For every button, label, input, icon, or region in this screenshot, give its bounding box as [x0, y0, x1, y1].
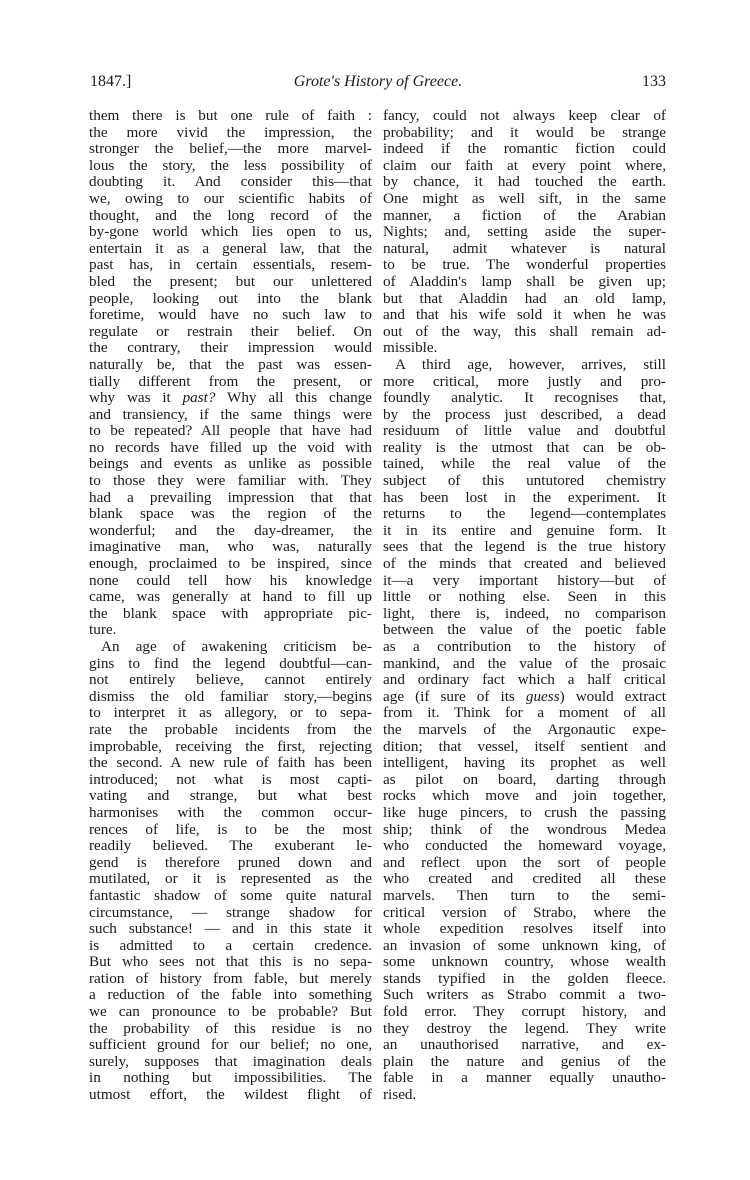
text-line	[383, 888, 666, 905]
line-text: the contrary, their impression would	[89, 339, 372, 357]
text-line	[383, 257, 666, 274]
text-line	[383, 158, 666, 175]
line-text: to be repeated? All people that have had	[89, 422, 372, 440]
text-line	[383, 1087, 666, 1104]
line-text: mankind, and the value of the prosaic	[383, 654, 666, 672]
line-text: we, owing to our scientific habits of	[89, 189, 372, 207]
line-text: Such writers as Strabo commit a two-	[383, 986, 666, 1004]
text-line	[89, 755, 372, 772]
line-text: like huge pincers, to crush the passing	[383, 803, 666, 821]
line-text: regulate or restrain their belief. On	[89, 322, 372, 340]
line-text: naturally be, that the past was essen-	[89, 355, 372, 373]
text-line	[89, 241, 372, 258]
text-line	[383, 772, 666, 789]
text-line	[383, 523, 666, 540]
text-line	[383, 407, 666, 424]
text-line	[383, 805, 666, 822]
line-text: manner, a fiction of the Arabian	[383, 206, 666, 224]
line-text: improbable, receiving the first, rejecting	[89, 737, 372, 755]
text-line	[383, 456, 666, 473]
italic-text: guess	[525, 687, 560, 705]
line-text: vating and strange, but what best	[89, 787, 372, 805]
text-line	[89, 622, 372, 639]
text-line	[89, 141, 372, 158]
line-text: residuum of little value and doubtful	[383, 422, 666, 440]
text-line	[89, 971, 372, 988]
line-text: a reduction of the fable into something	[89, 986, 372, 1004]
text-line	[89, 805, 372, 822]
text-line	[383, 573, 666, 590]
text-line	[383, 224, 666, 241]
line-text: A third age, however, arrives, still	[395, 355, 666, 373]
line-text: beings and events as unlike as possible	[89, 455, 372, 473]
line-text: returns to the legend—contemplates	[383, 505, 666, 523]
line-text: rences of life, is to be the most	[89, 820, 372, 838]
line-text: them there is but one rule of faith :	[89, 107, 372, 124]
line-text: who conducted the homeward voyage,	[383, 837, 666, 855]
line-text: bled the present; but our unlettered	[89, 272, 372, 290]
line-text: subject of this untutored chemistry	[383, 472, 666, 490]
line-text: it—a very important history—but of	[383, 571, 666, 589]
text-line	[89, 174, 372, 191]
line-text: an unauthorised narrative, and ex-	[383, 1036, 666, 1054]
line-text: dismiss the old familiar story,—begins	[89, 687, 372, 705]
line-text: plain the nature and genius of the	[383, 1052, 666, 1070]
text-line	[383, 705, 666, 722]
text-line	[383, 307, 666, 324]
text-line	[89, 357, 372, 374]
line-text: thought, and the long record of the	[89, 206, 372, 224]
line-text: introduced; not what is most capti-	[89, 770, 372, 788]
line-text: stands typified in the golden fleece.	[383, 969, 666, 987]
line-text: gend is therefore pruned down and	[89, 853, 372, 871]
text-line	[383, 739, 666, 756]
line-text: some unknown country, whose wealth	[383, 953, 666, 971]
text-line	[89, 672, 372, 689]
line-text: whole expedition resolves itself into	[383, 920, 666, 938]
line-text: the more vivid the impression, the	[89, 123, 372, 141]
text-line	[383, 622, 666, 639]
text-line	[89, 340, 372, 357]
line-text: foundly analytic. It recognises that,	[383, 389, 666, 407]
line-text: as a contribution to the history of	[383, 638, 666, 655]
text-line	[383, 191, 666, 208]
line-text: and ordinary fact which a half critical	[383, 671, 666, 689]
line-text: of Aladdin's lamp shall be given up;	[383, 272, 666, 290]
text-line	[383, 174, 666, 191]
line-text: none could tell how his knowledge	[89, 571, 372, 589]
line-text: past has, in certain essentials, resem-	[89, 256, 372, 274]
line-text: circumstance, — strange shadow for	[89, 903, 372, 921]
line-text: they destroy the legend. They write	[383, 1019, 666, 1037]
text-line	[383, 938, 666, 955]
line-text: ship; think of the wondrous Medea	[383, 820, 666, 838]
text-line	[89, 440, 372, 457]
line-text: and that his wife sold it when he was	[383, 306, 666, 324]
running-header	[90, 73, 666, 93]
line-text: fold error. They corrupt history, and	[383, 1003, 666, 1021]
line-text: the blank space with appropriate pic-	[89, 604, 372, 622]
line-text: tially different from the present, or	[89, 372, 372, 390]
text-line	[89, 905, 372, 922]
line-text: no records have filled up the void with	[89, 438, 372, 456]
text-line	[383, 473, 666, 490]
text-line	[383, 905, 666, 922]
text-line	[383, 208, 666, 225]
text-line	[383, 1070, 666, 1087]
line-text: harmonises with the common occur-	[89, 803, 372, 821]
line-text: ) would extract	[559, 687, 667, 705]
line-text: natural, admit whatever is natural	[383, 239, 666, 257]
text-line	[89, 987, 372, 1004]
text-line	[383, 556, 666, 573]
line-text: people, looking out into the blank	[89, 289, 372, 307]
line-text: by chance, it had touched the earth.	[383, 173, 666, 191]
line-text: rate the probable incidents from the	[89, 720, 372, 738]
text-line	[383, 589, 666, 606]
line-text: by the process just described, a dead	[383, 405, 666, 423]
line-text: stronger the belief,—the more marvel-	[89, 140, 372, 158]
text-line	[383, 755, 666, 772]
text-line	[89, 456, 372, 473]
text-line	[383, 822, 666, 839]
line-text: to those they were familiar with. They	[89, 472, 372, 490]
text-line	[89, 224, 372, 241]
line-text: light, there is, indeed, no comparison	[383, 604, 666, 622]
line-text: to be true. The wonderful properties	[383, 256, 666, 274]
text-line	[89, 656, 372, 673]
text-line	[383, 141, 666, 158]
text-line	[89, 954, 372, 971]
text-line	[89, 589, 372, 606]
line-text: fantastic shadow of some quite natural	[89, 886, 372, 904]
text-line	[89, 257, 372, 274]
text-line	[89, 274, 372, 291]
text-line	[383, 689, 666, 706]
line-text: foretime, would have no such law to	[89, 306, 372, 324]
page-number: 133	[642, 73, 666, 90]
line-text: ture.	[89, 621, 117, 639]
line-text: the second. A new rule of faith has been	[89, 754, 372, 772]
text-line	[383, 539, 666, 556]
line-text: the marvels of the Argonautic expe-	[383, 720, 666, 738]
line-text: and reflect upon the sort of people	[383, 853, 666, 871]
text-line	[89, 423, 372, 440]
text-line	[383, 440, 666, 457]
text-line	[89, 523, 372, 540]
text-line	[89, 739, 372, 756]
line-text: little or nothing else. Seen in this	[383, 588, 666, 606]
text-line	[89, 407, 372, 424]
line-text: blank space was the region of the	[89, 505, 372, 523]
text-line	[89, 324, 372, 341]
line-text: Nights; and, setting aside the super-	[383, 223, 666, 241]
text-line	[383, 1021, 666, 1038]
line-text: dition; that vessel, itself sentient and	[383, 737, 666, 755]
line-text: sufficient ground for our belief; no one,	[89, 1036, 372, 1054]
line-text: gins to find the legend doubtful—can-	[89, 654, 372, 672]
line-text: entertain it as a general law, that the	[89, 239, 372, 257]
line-text: marvels. Then turn to the semi-	[383, 886, 666, 904]
text-line	[383, 606, 666, 623]
text-line	[383, 506, 666, 523]
line-text: utmost effort, the wildest flight of	[89, 1086, 372, 1104]
text-line	[89, 108, 372, 125]
line-text: imaginative man, who was, naturally	[89, 538, 372, 556]
line-text: doubting it. And consider this—that	[89, 173, 372, 191]
line-text: reality is the utmost that can be ob-	[383, 438, 666, 456]
line-text: not entirely believe, cannot entirely	[89, 671, 372, 689]
line-text: rocks which move and join together,	[383, 787, 666, 805]
text-line	[89, 689, 372, 706]
line-text: indeed if the romantic fiction could	[383, 140, 666, 158]
line-text: ration of history from fable, but merely	[89, 969, 372, 987]
text-line	[89, 772, 372, 789]
line-text: between the value of the poetic fable	[383, 621, 666, 639]
text-line	[89, 938, 372, 955]
line-text: out of the way, this shall remain ad-	[383, 322, 666, 340]
italic-text: past?	[182, 389, 216, 407]
text-line	[383, 125, 666, 142]
text-line	[89, 705, 372, 722]
text-line	[89, 921, 372, 938]
line-text: An age of awakening criticism be-	[101, 638, 372, 655]
text-line	[89, 573, 372, 590]
text-line	[89, 1087, 372, 1104]
text-line	[89, 838, 372, 855]
line-text: missible.	[383, 339, 438, 357]
text-line	[383, 788, 666, 805]
text-line	[89, 208, 372, 225]
line-text: has been lost in the experiment. It	[383, 488, 666, 506]
line-text: surely, supposes that imagination deals	[89, 1052, 372, 1070]
text-line	[89, 539, 372, 556]
line-text: more critical, more justly and pro-	[383, 372, 666, 390]
text-line	[89, 606, 372, 623]
text-line	[383, 291, 666, 308]
line-text: but that Aladdin had an old lamp,	[383, 289, 666, 307]
line-text: fancy, could not always keep clear of	[383, 107, 666, 124]
line-text: mutilated, or it is represented as the	[89, 870, 372, 888]
text-line	[89, 855, 372, 872]
text-line	[89, 125, 372, 142]
text-line	[89, 556, 372, 573]
text-line	[383, 490, 666, 507]
text-line	[383, 374, 666, 391]
text-line	[89, 639, 372, 656]
text-line	[383, 987, 666, 1004]
line-text: such substance! — and in this state it	[89, 920, 372, 938]
text-line	[89, 390, 372, 407]
left-column	[89, 108, 372, 1104]
text-line	[383, 921, 666, 938]
text-line	[383, 1004, 666, 1021]
text-line	[89, 191, 372, 208]
line-text: and transiency, if the same things were	[89, 405, 372, 423]
line-text: who created and credited all these	[383, 870, 666, 888]
text-line	[89, 473, 372, 490]
text-line	[383, 639, 666, 656]
text-line	[383, 390, 666, 407]
text-line	[89, 888, 372, 905]
text-line	[89, 1021, 372, 1038]
line-text: in nothing but impossibilities. The	[89, 1069, 372, 1087]
text-line	[89, 822, 372, 839]
line-text: rised.	[383, 1086, 417, 1104]
text-line	[383, 656, 666, 673]
line-text: lous the story, the less possibility of	[89, 156, 372, 174]
line-text: claim our faith at every point where,	[383, 156, 666, 174]
text-line	[89, 1004, 372, 1021]
line-text: by-gone world which lies open to us,	[89, 223, 372, 241]
text-line	[383, 108, 666, 125]
line-text: Why all this change	[215, 389, 373, 407]
line-text: fable in a manner equally unautho-	[383, 1069, 666, 1087]
text-line	[383, 423, 666, 440]
line-text: critical version of Strabo, where the	[383, 903, 666, 921]
line-text: age (if sure of its	[383, 687, 526, 705]
line-text: of the minds that created and believed	[383, 555, 666, 573]
text-line	[89, 722, 372, 739]
header-title: Grote's History of Greece.	[293, 73, 463, 90]
text-line	[383, 1037, 666, 1054]
text-line	[89, 788, 372, 805]
line-text: it in its entire and genuine form. It	[383, 521, 666, 539]
text-line	[89, 291, 372, 308]
line-text: enough, proclaimed to be inspired, since	[89, 555, 372, 573]
text-line	[89, 1070, 372, 1087]
text-line	[383, 855, 666, 872]
text-line	[383, 971, 666, 988]
line-text: to interpret it as allegory, or to sepa-	[89, 704, 372, 722]
text-line	[89, 307, 372, 324]
line-text: sees that the legend is the true history	[383, 538, 666, 556]
line-text: had a prevailing impression that that	[89, 488, 372, 506]
header-date: 1847.]	[90, 73, 132, 90]
text-line	[89, 374, 372, 391]
line-text: why was it	[89, 389, 183, 407]
line-text: But who sees not that this is no sepa-	[89, 953, 372, 971]
text-line	[89, 1054, 372, 1071]
text-line	[383, 241, 666, 258]
line-text: we can pronounce to be probable? But	[89, 1003, 372, 1021]
text-line	[383, 672, 666, 689]
text-line	[383, 1054, 666, 1071]
line-text: wonderful; and the day-dreamer, the	[89, 521, 372, 539]
right-column	[383, 108, 666, 1104]
line-text: came, was generally at hand to fill up	[89, 588, 372, 606]
text-line	[383, 274, 666, 291]
line-text: an invasion of some unknown king, of	[383, 936, 666, 954]
line-text: from it. Think for a moment of all	[383, 704, 666, 722]
text-line	[89, 1037, 372, 1054]
text-line	[383, 340, 666, 357]
text-line	[383, 357, 666, 374]
text-line	[89, 158, 372, 175]
line-text: readily believed. The exuberant le-	[89, 837, 372, 855]
text-line	[89, 506, 372, 523]
text-line	[383, 871, 666, 888]
line-text: One might as well sift, in the same	[383, 189, 666, 207]
line-text: the probability of this residue is no	[89, 1019, 372, 1037]
text-line	[383, 324, 666, 341]
text-line	[383, 722, 666, 739]
text-line	[89, 871, 372, 888]
line-text: tained, while the real value of the	[383, 455, 666, 473]
line-text: probability; and it would be strange	[383, 123, 666, 141]
line-text: intelligent, having its prophet as well	[383, 754, 666, 772]
text-line	[383, 954, 666, 971]
line-text: as pilot on board, darting through	[383, 770, 666, 788]
line-text: is admitted to a certain credence.	[89, 936, 372, 954]
text-line	[383, 838, 666, 855]
text-line	[89, 490, 372, 507]
